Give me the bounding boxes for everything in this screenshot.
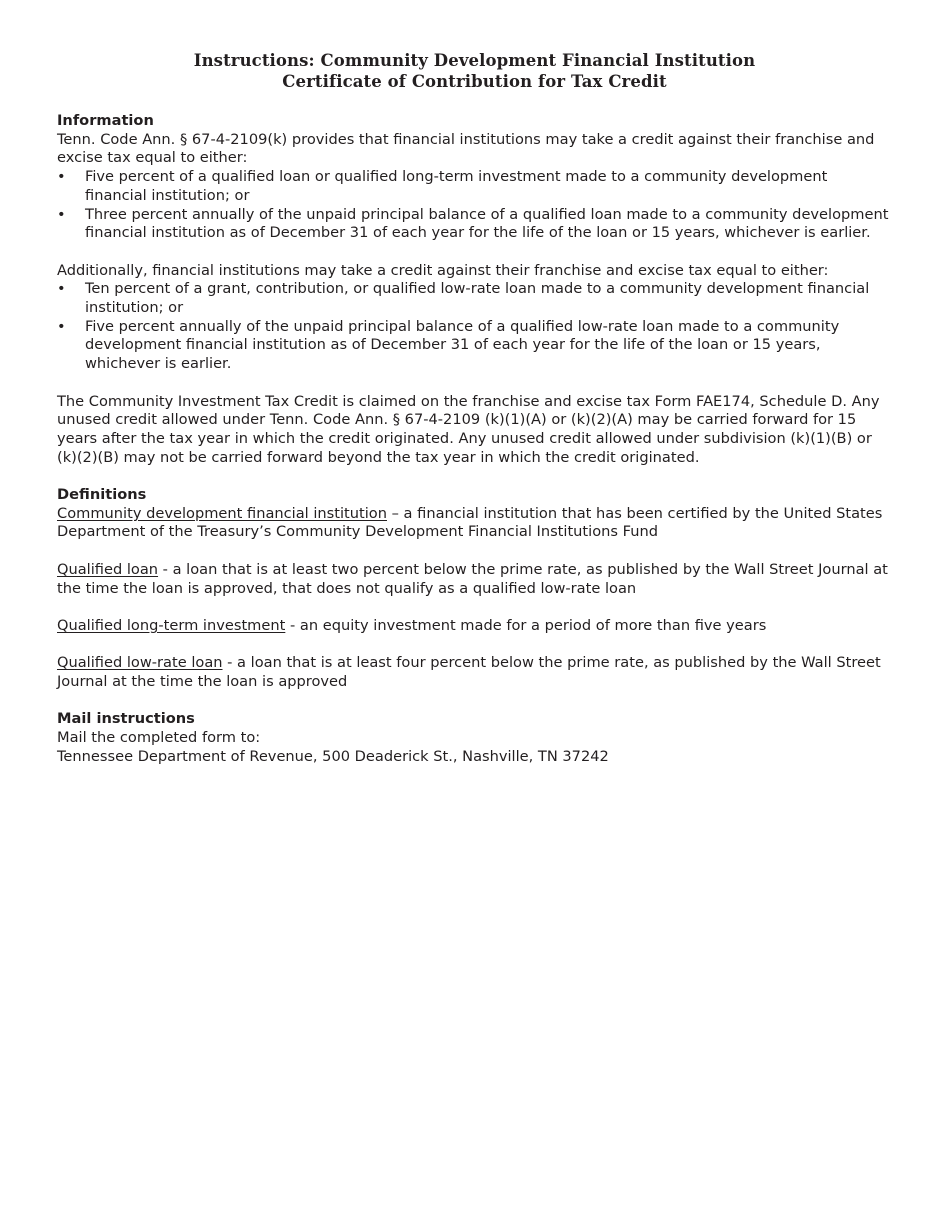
list-item xyxy=(57,318,892,374)
mail-heading: Mail instructions xyxy=(57,710,195,728)
information-heading: Information xyxy=(57,112,154,129)
mail-address: Tennessee Department of Revenue, 500 Deaderick St., Nashville, TN 37242 xyxy=(57,747,609,765)
list-item-text: Ten percent of a grant, contribution, or qualified low-rate loan made to a community development financial institution; or xyxy=(85,280,870,317)
page-title xyxy=(57,50,892,92)
information-additional: Additionally, financial institutions may take a credit against their franchise and excise tax equal to either: xyxy=(57,261,829,279)
list-item-text: Three percent annually of the unpaid principal balance of a qualified loan made to a community development financial institution as of December 31 of each year for the life of the loan or 15 years, whichever is earlier. xyxy=(85,205,889,242)
definition-term: Community development financial institution xyxy=(57,504,387,522)
claim-paragraph: The Community Investment Tax Credit is claimed on the franchise and excise tax Form FAE174, Schedule D. Any unused credit allowed under Tenn. Code Ann. § 67-4-2109 (k)(1)(A) or (k)(2)(A) may be carried forward for 15 years after the tax year in which the credit originated. Any unused credit allowed under subdivision (k)(1)(B) or (k)(2)(B) may not be carried forward beyond the tax year in which the credit originated. xyxy=(57,392,880,466)
credit-options-list-a xyxy=(57,168,892,243)
definition-qualified-loan xyxy=(57,561,892,598)
definition-text: – a financial institution that has been certified by the United States Department of the Treasury’s Community Development Financial Institutions Fund xyxy=(57,504,883,541)
list-item xyxy=(57,206,892,243)
definition-term: Qualified loan xyxy=(57,560,159,578)
definitions-section xyxy=(57,486,892,692)
bullet-icon: • xyxy=(57,317,66,335)
bullet-icon: • xyxy=(57,168,66,186)
definition-term: Qualified low-rate loan xyxy=(57,654,223,672)
instructions-page xyxy=(57,50,892,767)
bullet-icon: • xyxy=(57,205,66,223)
bullet-icon: • xyxy=(57,280,66,298)
document-body xyxy=(57,112,892,767)
mail-section xyxy=(57,710,892,766)
credit-options-list-b xyxy=(57,280,892,374)
list-item xyxy=(57,168,892,205)
definitions-heading: Definitions xyxy=(57,486,147,504)
mail-line-1: Mail the completed form to: xyxy=(57,729,261,747)
definition-low-rate-loan xyxy=(57,654,892,691)
information-section xyxy=(57,112,892,467)
list-item-text: Five percent annually of the unpaid principal balance of a qualified low-rate loan made to a community development financial institution as of December 31 of each year for the life of the loan or 15 years, whichever is earlier. xyxy=(85,317,840,373)
definition-long-term-investment xyxy=(57,617,892,636)
definition-text: - a loan that is at least two percent below the prime rate, as published by the Wall Street Journal at the time the loan is approved, that does not qualify as a qualified low-rate loan xyxy=(57,560,888,597)
title-line-2: Certificate of Contribution for Tax Credit xyxy=(282,72,667,91)
list-item xyxy=(57,280,892,317)
title-line-1: Instructions: Community Development Financial Institution xyxy=(193,51,756,70)
definition-text: - a loan that is at least four percent below the prime rate, as published by the Wall Street Journal at the time the loan is approved xyxy=(57,654,881,690)
definition-text: - an equity investment made for a period of more than five years xyxy=(285,616,767,634)
definition-cdfi xyxy=(57,505,892,542)
definition-term: Qualified long-term investment xyxy=(57,616,286,634)
information-intro: Tenn. Code Ann. § 67-4-2109(k) provides that financial institutions may take a credit against their franchise and excise tax equal to either: xyxy=(57,130,875,167)
list-item-text: Five percent of a qualified loan or qualified long-term investment made to a community development financial institution; or xyxy=(85,168,828,204)
